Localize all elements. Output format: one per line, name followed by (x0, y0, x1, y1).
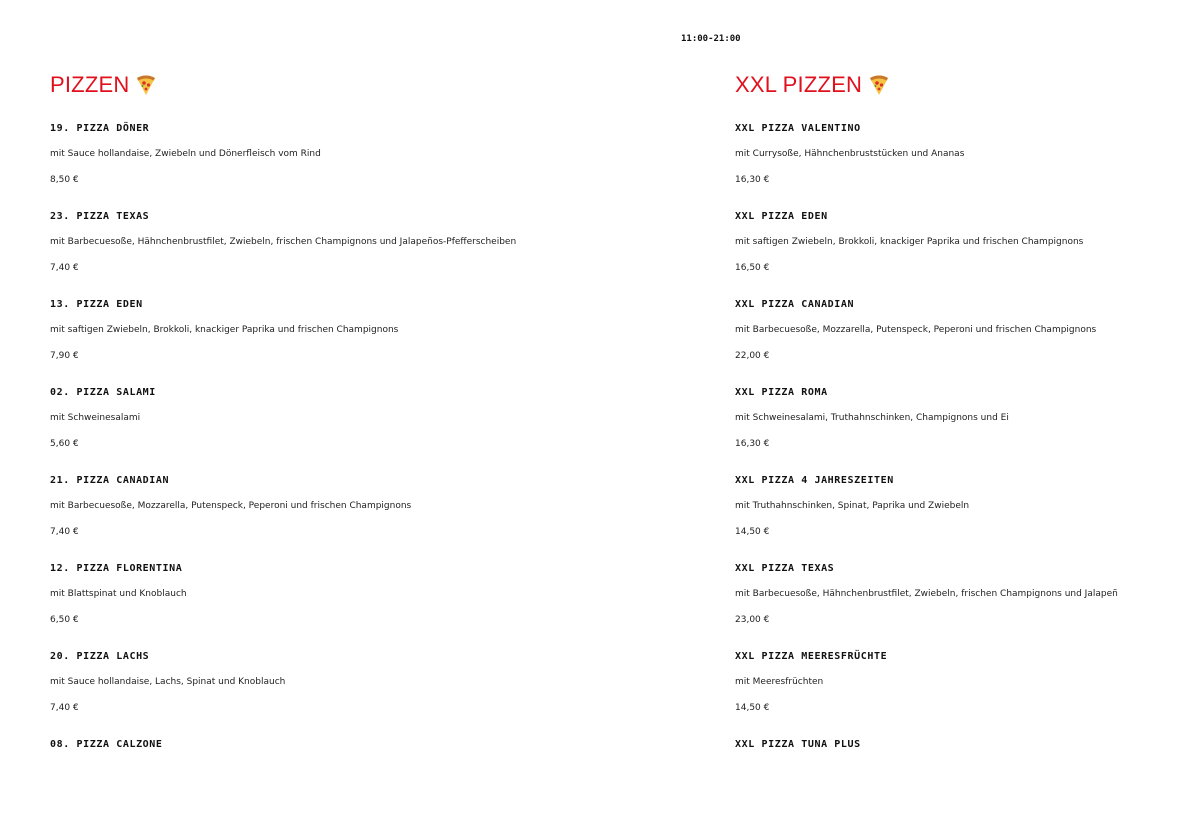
item-price: 14,50 € (735, 527, 770, 537)
item-description: mit Truthahnschinken, Spinat, Paprika und Zwiebeln (735, 501, 970, 511)
section-pizzen (50, 70, 750, 824)
item-name: 13. PIZZA EDEN (50, 299, 143, 310)
item-description (735, 762, 1200, 778)
pizza-slice-icon (868, 74, 890, 96)
item-description: mit Schweinesalami, Truthahnschinken, Champignons und Ei (735, 413, 1009, 423)
item-name: 02. PIZZA SALAMI (50, 387, 156, 398)
item-name: XXL PIZZA MEERESFRÜCHTE (735, 651, 888, 662)
item-description: mit Sauce hollandaise, Zwiebeln und Dönerfleisch vom Rind (50, 149, 321, 159)
item-price: 8,50 € (50, 175, 79, 185)
item-description: mit Sauce hollandaise, Lachs, Spinat und Knoblauch (50, 677, 286, 687)
section-xxl-pizzen (735, 70, 1200, 824)
section-title-text: PIZZEN (50, 72, 130, 97)
item-price: 7,90 € (50, 351, 79, 361)
item-description: mit Meeresfrüchten (735, 677, 824, 687)
item-price: 6,50 € (50, 615, 79, 625)
item-price: 7,40 € (50, 263, 79, 273)
menu-item[interactable] (735, 736, 1200, 824)
item-name: 19. PIZZA DÖNER (50, 123, 150, 134)
section-title (50, 70, 750, 100)
item-price: 5,60 € (50, 439, 79, 449)
item-price: 16,30 € (735, 175, 770, 185)
item-price: 16,30 € (735, 439, 770, 449)
menu-item[interactable] (735, 208, 1200, 296)
menu-item[interactable] (50, 120, 750, 208)
menu-item[interactable] (735, 296, 1200, 384)
item-name: XXL PIZZA ROMA (735, 387, 828, 398)
item-description: mit Barbecuesoße, Mozzarella, Putenspeck, Peperoni und frischen Champignons (735, 325, 1097, 335)
item-name: 08. PIZZA CALZONE (50, 739, 163, 750)
opening-hours: 11:00-21:00 (681, 34, 741, 44)
item-name: 20. PIZZA LACHS (50, 651, 150, 662)
menu-item[interactable] (735, 384, 1200, 472)
item-name: XXL PIZZA CANADIAN (735, 299, 855, 310)
item-description: mit Blattspinat und Knoblauch (50, 589, 187, 599)
item-description: mit saftigen Zwiebeln, Brokkoli, knackiger Paprika und frischen Champignons (735, 237, 1084, 247)
menu-list (735, 120, 1200, 824)
item-name: XXL PIZZA 4 JAHRESZEITEN (735, 475, 894, 486)
item-description: mit saftigen Zwiebeln, Brokkoli, knackiger Paprika und frischen Champignons (50, 325, 399, 335)
menu-item[interactable] (735, 560, 1200, 648)
item-description: mit Barbecuesoße, Hähnchenbrustfilet, Zwiebeln, frischen Champignons und Jalapeñ (735, 589, 1118, 599)
menu-item[interactable] (50, 736, 750, 824)
section-title (735, 70, 1200, 100)
menu-item[interactable] (50, 560, 750, 648)
menu-item[interactable] (50, 208, 750, 296)
item-description: mit Barbecuesoße, Hähnchenbrustfilet, Zwiebeln, frischen Champignons und Jalapeños-Pfefferscheiben (50, 237, 517, 247)
item-price: 16,50 € (735, 263, 770, 273)
item-price: 23,00 € (735, 615, 770, 625)
pizza-slice-icon (135, 74, 157, 96)
menu-item[interactable] (50, 384, 750, 472)
menu-list (50, 120, 750, 824)
item-name: XXL PIZZA TEXAS (735, 563, 835, 574)
item-description: mit Barbecuesoße, Mozzarella, Putenspeck, Peperoni und frischen Champignons (50, 501, 412, 511)
menu-item[interactable] (50, 296, 750, 384)
menu-item[interactable] (50, 648, 750, 736)
item-price (735, 788, 1200, 804)
menu-item[interactable] (735, 648, 1200, 736)
item-price: 22,00 € (735, 351, 770, 361)
item-name: XXL PIZZA EDEN (735, 211, 828, 222)
item-price (50, 788, 750, 804)
item-description (50, 762, 750, 778)
item-name: 21. PIZZA CANADIAN (50, 475, 170, 486)
menu-item[interactable] (735, 472, 1200, 560)
item-description: mit Schweinesalami (50, 413, 141, 423)
item-name: XXL PIZZA TUNA PLUS (735, 739, 861, 750)
item-description: mit Currysoße, Hähnchenbruststücken und Ananas (735, 149, 965, 159)
item-name: XXL PIZZA VALENTINO (735, 123, 861, 134)
item-price: 7,40 € (50, 527, 79, 537)
menu-item[interactable] (735, 120, 1200, 208)
item-name: 12. PIZZA FLORENTINA (50, 563, 183, 574)
item-price: 7,40 € (50, 703, 79, 713)
section-title-text: XXL PIZZEN (735, 72, 863, 97)
item-name: 23. PIZZA TEXAS (50, 211, 150, 222)
menu-item[interactable] (50, 472, 750, 560)
item-price: 14,50 € (735, 703, 770, 713)
